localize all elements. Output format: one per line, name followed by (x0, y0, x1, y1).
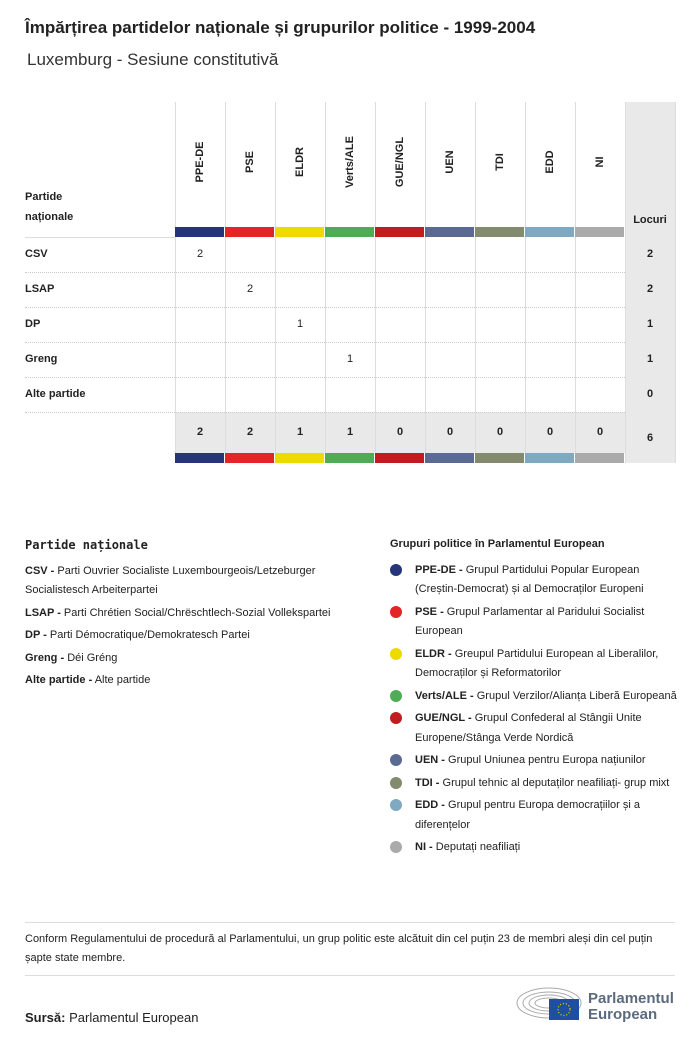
row-total: 1 (646, 318, 654, 330)
row-divider (25, 342, 625, 343)
group-color-dot-icon (390, 754, 402, 766)
column-header-verts-ale (325, 102, 375, 227)
party-name: Parti Démocratique/Demokratesch Partei (49, 629, 250, 641)
group-color-bar (225, 453, 274, 463)
row-label: Alte partide (25, 388, 86, 400)
group-name: Grupul Parlamentar al Paridului Socialist European (415, 605, 645, 637)
group-color-bar (175, 227, 224, 237)
party-legend-item (25, 671, 360, 691)
divider (25, 922, 675, 923)
row-divider (25, 377, 625, 378)
group-color-bar (425, 453, 474, 463)
row-divider (25, 412, 625, 413)
group-legend-item (390, 796, 680, 835)
group-legend-heading: Grupuri politice în Parlamentul European (390, 538, 605, 550)
locuri-header: Locuri (633, 214, 667, 226)
row-divider (25, 272, 625, 273)
hemicycle-icon (515, 985, 583, 1025)
chart-subtitle: Luxemburg - Sesiune constitutivă (27, 50, 279, 69)
group-color-bar (425, 227, 474, 237)
column-header-label: GUE/NGL (394, 136, 406, 188)
group-name: Greupul Partidului European al Liberalilor, Democraților și Reformatorilor (415, 647, 659, 679)
column-header-gue-ngl (375, 102, 425, 227)
party-abbr: CSV - (25, 564, 55, 577)
group-abbr: TDI - (415, 776, 440, 789)
group-abbr: ELDR - (415, 647, 452, 660)
column-header-label: TDI (494, 153, 506, 171)
group-name: Grupul Verzilor/Alianța Liberă Europeană (476, 689, 677, 702)
group-legend-item (390, 774, 680, 794)
group-color-bar (175, 453, 224, 463)
group-name: Deputați neafiliați (435, 841, 521, 853)
column-total: 1 (346, 426, 354, 438)
table-cell: 1 (346, 353, 354, 365)
group-legend-item (390, 687, 680, 707)
group-abbr: PPE-DE - (415, 563, 463, 576)
group-color-dot-icon (390, 712, 402, 724)
party-name: Parti Ouvrier Socialiste Luxembourgeois/Letzeburger Socialistesch Arbeiterpartei (25, 564, 316, 596)
column-header-label: ELDR (294, 147, 306, 177)
party-legend-item (25, 649, 360, 669)
column-header-edd (525, 102, 575, 227)
logo-line1: Parlamentul (588, 990, 674, 1007)
party-abbr: DP - (25, 629, 47, 641)
group-name: Grupul tehnic al deputaților neafiliați- grup mixt (442, 776, 670, 789)
row-label: CSV (25, 248, 48, 260)
group-legend (390, 535, 680, 861)
group-abbr: EDD - (415, 799, 445, 811)
column-header-label: PPE-DE (194, 141, 206, 183)
group-color-dot-icon (390, 841, 402, 853)
table-cell: 1 (296, 318, 304, 330)
column-total: 0 (596, 426, 604, 438)
group-color-bar (225, 227, 274, 237)
row-total: 1 (646, 353, 654, 365)
group-color-bar (275, 227, 324, 237)
column-header-label: Verts/ALE (344, 136, 356, 188)
column-header-label: EDD (544, 150, 556, 174)
group-color-bar (525, 453, 574, 463)
column-total: 2 (246, 426, 254, 438)
chart-title: Împărțirea partidelor naționale și grupurilor politice - 1999-2004 (25, 18, 536, 37)
column-header-label: PSE (244, 150, 256, 174)
row-total: 2 (646, 283, 654, 295)
column-header-ppe-de (175, 102, 225, 227)
party-legend-item (25, 562, 360, 601)
column-header-tdi (475, 102, 525, 227)
column-divider (675, 102, 676, 463)
column-total: 0 (446, 426, 454, 438)
group-abbr: Verts/ALE - (415, 689, 474, 702)
column-total: 0 (546, 426, 554, 438)
column-total: 0 (396, 426, 404, 438)
table-cell: 2 (246, 283, 254, 295)
row-label: Greng (25, 353, 58, 365)
group-abbr: PSE - (415, 605, 444, 618)
column-header-uen (425, 102, 475, 227)
column-total: 1 (296, 426, 304, 438)
party-legend-item (25, 604, 360, 624)
party-name: Alte partide (94, 674, 151, 686)
group-legend-item (390, 645, 680, 684)
source-label: Sursă: (25, 1010, 66, 1025)
group-color-dot-icon (390, 690, 402, 702)
group-color-bar (575, 453, 624, 463)
group-color-bar (375, 227, 424, 237)
group-color-bar (375, 453, 424, 463)
logo-line2: European (588, 1006, 658, 1023)
group-color-dot-icon (390, 777, 402, 789)
row-header: Partide naționale (25, 191, 74, 223)
column-total: 2 (196, 426, 204, 438)
party-name: Parti Chrétien Social/Chrëschtlech-Sozial Vollekspartei (63, 606, 331, 619)
header-divider (25, 237, 175, 238)
row-label: DP (25, 318, 41, 330)
group-color-bar (575, 227, 624, 237)
party-abbr: Alte partide - (25, 674, 93, 686)
group-abbr: UEN - (415, 754, 445, 766)
group-color-dot-icon (390, 648, 402, 660)
ep-logo (515, 985, 680, 1025)
party-legend-item (25, 626, 360, 646)
party-abbr: Greng - (25, 651, 65, 664)
party-name: Déi Gréng (67, 651, 118, 664)
group-name: Grupul Confederal al Stângii Unite Europene/Stânga Verde Nordică (415, 712, 642, 744)
group-legend-item (390, 709, 680, 748)
group-abbr: GUE/NGL - (415, 712, 472, 724)
group-color-dot-icon (390, 564, 402, 576)
group-color-dot-icon (390, 606, 402, 618)
group-abbr: NI - (415, 841, 433, 853)
group-color-bar (325, 227, 374, 237)
row-label: LSAP (25, 283, 55, 295)
group-name: Grupul Uniunea pentru Europa națiunilor (448, 754, 646, 766)
group-color-bar (275, 453, 324, 463)
party-legend-heading: Partide naționale (25, 538, 148, 552)
column-header-label: UEN (444, 150, 456, 174)
column-header-eldr (275, 102, 325, 227)
row-divider (25, 307, 625, 308)
group-name: Grupul pentru Europa democrațiilor și a diferențelor (415, 799, 640, 831)
party-abbr: LSAP - (25, 606, 61, 619)
party-legend (25, 536, 360, 694)
group-name: Grupul Partidului Popular European (Creștin-Democrat) și al Democraților Europeni (415, 563, 644, 595)
group-legend-item (390, 603, 680, 642)
column-header-ni (575, 102, 625, 227)
source-value: Parlamentul European (69, 1010, 199, 1025)
row-total: 2 (646, 248, 654, 260)
source (25, 1010, 198, 1025)
group-color-dot-icon (390, 799, 402, 811)
column-header-pse (225, 102, 275, 227)
group-color-bar (475, 227, 524, 237)
group-color-bar (475, 453, 524, 463)
table-cell: 2 (196, 248, 204, 260)
grand-total: 6 (646, 432, 654, 444)
column-header-label: NI (594, 156, 606, 168)
group-color-bar (325, 453, 374, 463)
column-total: 0 (496, 426, 504, 438)
row-total: 0 (646, 388, 654, 400)
group-legend-item (390, 751, 680, 771)
group-color-bar (525, 227, 574, 237)
footnote: Conform Regulamentului de procedură al Parlamentului, un grup politic este alcătuit din cel puțin 23 de membri aleși din cel puțin șapte state membre. (25, 933, 653, 964)
logo-text (588, 991, 674, 1023)
group-legend-item (390, 838, 680, 858)
group-legend-item (390, 561, 680, 600)
divider (25, 975, 675, 976)
